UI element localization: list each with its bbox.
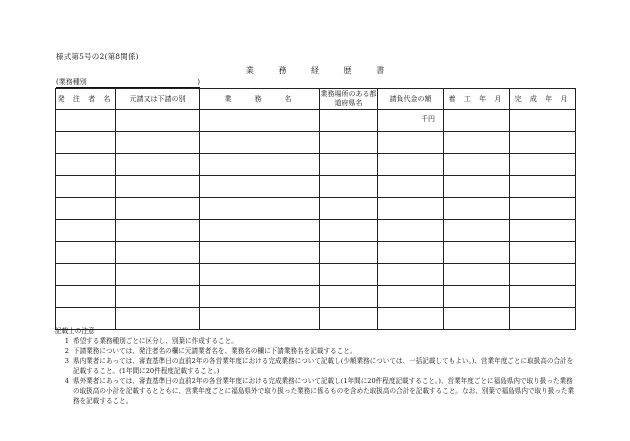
table-row bbox=[56, 198, 576, 220]
cell-contract-amount[interactable] bbox=[378, 286, 444, 308]
unit-label: 千円 bbox=[421, 115, 435, 123]
table-row bbox=[56, 154, 576, 176]
cell-completion-month[interactable] bbox=[510, 132, 576, 154]
cell-work-name[interactable] bbox=[200, 132, 320, 154]
note-number: 3 bbox=[64, 357, 69, 365]
note-item bbox=[55, 346, 575, 356]
table-row bbox=[56, 220, 576, 242]
table-row bbox=[56, 264, 576, 286]
title-char: 務 bbox=[278, 66, 287, 75]
work-type-label: (業務種別 bbox=[56, 78, 87, 86]
note-text: 県内業者にあっては、審査基準日の直前2年の各営業年度における完成業務について記載し(少額業務については、一括記載してもよい。)、営業年度ごとに取扱高の合計を記載すること。(1年間に20件程度記載すること。) bbox=[73, 357, 574, 375]
cell-contract-amount[interactable] bbox=[378, 264, 444, 286]
cell-work-name[interactable] bbox=[200, 220, 320, 242]
cell-prime-or-sub[interactable] bbox=[116, 132, 200, 154]
cell-start-month[interactable] bbox=[444, 242, 510, 264]
cell-prefecture[interactable] bbox=[320, 132, 378, 154]
header-completion-month: 完 成 年 月 bbox=[510, 89, 576, 110]
title-char: 経 bbox=[311, 66, 319, 75]
work-history-table bbox=[55, 88, 576, 330]
title-char: 書 bbox=[376, 66, 385, 75]
title-char: 業 bbox=[245, 66, 254, 75]
cell-client-name[interactable] bbox=[56, 132, 116, 154]
cell-work-name[interactable] bbox=[200, 286, 320, 308]
cell-start-month[interactable] bbox=[444, 176, 510, 198]
cell-contract-amount[interactable] bbox=[378, 154, 444, 176]
header-prime-or-sub: 元請又は下請の別 bbox=[116, 89, 200, 110]
cell-start-month[interactable] bbox=[444, 286, 510, 308]
work-type-field[interactable] bbox=[56, 78, 200, 88]
header-client-name: 発 注 者 名 bbox=[56, 89, 116, 110]
cell-prime-or-sub[interactable] bbox=[116, 154, 200, 176]
cell-prefecture[interactable] bbox=[320, 110, 378, 132]
document-title bbox=[0, 65, 630, 76]
cell-client-name[interactable] bbox=[56, 110, 116, 132]
notes-section bbox=[55, 326, 575, 406]
cell-client-name[interactable] bbox=[56, 264, 116, 286]
cell-prefecture[interactable] bbox=[320, 154, 378, 176]
table-row bbox=[56, 176, 576, 198]
table-row bbox=[56, 132, 576, 154]
cell-contract-amount[interactable] bbox=[378, 242, 444, 264]
table-row bbox=[56, 110, 576, 132]
header-contract-amount: 請負代金の額 bbox=[378, 89, 444, 110]
cell-contract-amount[interactable] bbox=[378, 110, 444, 132]
cell-contract-amount[interactable] bbox=[378, 132, 444, 154]
title-char: 歴 bbox=[343, 66, 352, 75]
work-type-close-paren: ) bbox=[197, 78, 200, 86]
header-start-month: 着 工 年 月 bbox=[444, 89, 510, 110]
cell-prefecture[interactable] bbox=[320, 198, 378, 220]
cell-contract-amount[interactable] bbox=[378, 198, 444, 220]
form-number: 様式第5号の2(第8関係) bbox=[56, 52, 139, 61]
cell-work-name[interactable] bbox=[200, 176, 320, 198]
cell-prime-or-sub[interactable] bbox=[116, 286, 200, 308]
header-row bbox=[56, 89, 576, 110]
cell-client-name[interactable] bbox=[56, 242, 116, 264]
note-number: 4 bbox=[64, 377, 69, 385]
cell-prefecture[interactable] bbox=[320, 286, 378, 308]
cell-client-name[interactable] bbox=[56, 220, 116, 242]
cell-completion-month[interactable] bbox=[510, 242, 576, 264]
cell-contract-amount[interactable] bbox=[378, 176, 444, 198]
cell-start-month[interactable] bbox=[444, 198, 510, 220]
cell-work-name[interactable] bbox=[200, 242, 320, 264]
cell-completion-month[interactable] bbox=[510, 286, 576, 308]
header-prefecture: 業務場所のある都道府県名 bbox=[320, 89, 378, 110]
header-work-name: 業 務 名 bbox=[200, 89, 320, 110]
cell-client-name[interactable] bbox=[56, 198, 116, 220]
cell-start-month[interactable] bbox=[444, 132, 510, 154]
table-row bbox=[56, 286, 576, 308]
cell-client-name[interactable] bbox=[56, 286, 116, 308]
cell-prime-or-sub[interactable] bbox=[116, 198, 200, 220]
note-text: 下請業務については、発注者名の欄に元請業者名を、業務名の欄に下請業務名を記載すること。 bbox=[73, 347, 357, 355]
cell-completion-month[interactable] bbox=[510, 220, 576, 242]
cell-work-name[interactable] bbox=[200, 264, 320, 286]
cell-prime-or-sub[interactable] bbox=[116, 176, 200, 198]
cell-client-name[interactable] bbox=[56, 154, 116, 176]
notes-title: 記載上の注意 bbox=[55, 327, 95, 335]
cell-completion-month[interactable] bbox=[510, 264, 576, 286]
cell-work-name[interactable] bbox=[200, 154, 320, 176]
note-text: 県外業者にあっては、審査基準日の直前2年の各営業年度における完成業務について記載し(1年間に20件程度記載すること。)、営業年度ごとに福島県内で取り扱った業務の取扱高の小計を記載するとともに、営業年度ごとに福島県外で取り扱った業務に係るものを含めた取扱高の合計を記載すること。なお、別葉で福島県内で取り扱った業務を記載すること。 bbox=[73, 377, 575, 405]
cell-work-name[interactable] bbox=[200, 198, 320, 220]
note-item bbox=[55, 356, 575, 376]
cell-client-name[interactable] bbox=[56, 176, 116, 198]
cell-prefecture[interactable] bbox=[320, 242, 378, 264]
cell-prime-or-sub[interactable] bbox=[116, 264, 200, 286]
cell-work-name[interactable] bbox=[200, 110, 320, 132]
note-number: 2 bbox=[64, 347, 69, 355]
cell-prefecture[interactable] bbox=[320, 176, 378, 198]
note-item bbox=[55, 336, 575, 346]
note-item bbox=[55, 376, 575, 406]
cell-completion-month[interactable] bbox=[510, 176, 576, 198]
table-row bbox=[56, 242, 576, 264]
cell-completion-month[interactable] bbox=[510, 110, 576, 132]
note-text: 希望する業務種別ごとに区分し、別葉に作成すること。 bbox=[73, 337, 238, 345]
note-number: 1 bbox=[64, 337, 69, 345]
cell-start-month[interactable] bbox=[444, 264, 510, 286]
cell-completion-month[interactable] bbox=[510, 198, 576, 220]
cell-prefecture[interactable] bbox=[320, 220, 378, 242]
cell-prime-or-sub[interactable] bbox=[116, 110, 200, 132]
cell-start-month[interactable] bbox=[444, 154, 510, 176]
cell-prefecture[interactable] bbox=[320, 264, 378, 286]
cell-completion-month[interactable] bbox=[510, 154, 576, 176]
cell-prime-or-sub[interactable] bbox=[116, 220, 200, 242]
cell-contract-amount[interactable] bbox=[378, 220, 444, 242]
cell-prime-or-sub[interactable] bbox=[116, 242, 200, 264]
cell-start-month[interactable] bbox=[444, 110, 510, 132]
cell-start-month[interactable] bbox=[444, 220, 510, 242]
